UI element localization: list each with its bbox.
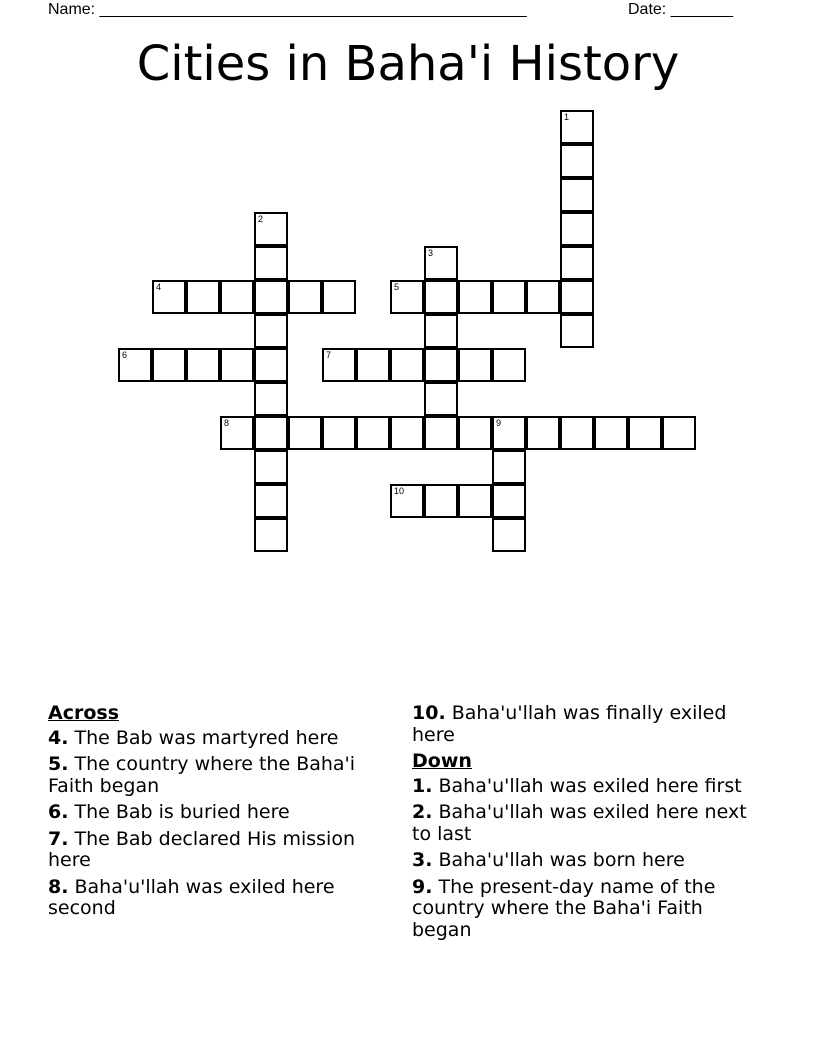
clues-column-right: [412, 703, 752, 946]
crossword-cell[interactable]: [662, 416, 696, 450]
crossword-cell[interactable]: [186, 280, 220, 314]
crossword-cell[interactable]: [424, 416, 458, 450]
crossword-cell[interactable]: [322, 280, 356, 314]
crossword-cell[interactable]: [254, 246, 288, 280]
clue-text: The Bab is buried here: [74, 801, 290, 823]
clue-across-8: [48, 877, 388, 920]
crossword-cell[interactable]: [492, 484, 526, 518]
crossword-cell[interactable]: [560, 178, 594, 212]
clue-text: The present-day name of the country where the Baha'i Faith began: [412, 875, 716, 941]
down-heading: Down: [412, 750, 472, 772]
clue-across-5: [48, 754, 388, 797]
crossword-cell[interactable]: [628, 416, 662, 450]
clue-down-3: [412, 850, 752, 872]
crossword-cell[interactable]: [526, 416, 560, 450]
crossword-cell[interactable]: [492, 450, 526, 484]
crossword-cell[interactable]: [560, 144, 594, 178]
clue-number: 10.: [412, 702, 446, 724]
clue-number: 1.: [412, 774, 433, 797]
crossword-cell[interactable]: [424, 484, 458, 518]
crossword-cell[interactable]: [424, 314, 458, 348]
crossword-cell[interactable]: [390, 416, 424, 450]
crossword-cell[interactable]: [288, 416, 322, 450]
clue-number: 8.: [48, 875, 69, 898]
crossword-cell[interactable]: [186, 348, 220, 382]
cell-number: 1: [564, 112, 570, 122]
page-title: Cities in Baha'i History: [136, 36, 680, 92]
clue-text: The country where the Baha'i Faith began: [48, 753, 356, 797]
clue-text: The Bab declared His mission here: [48, 827, 355, 871]
crossword-cell[interactable]: [424, 382, 458, 416]
cell-number: 9: [496, 418, 502, 428]
clue-across-4: [48, 728, 388, 750]
crossword-cell[interactable]: [254, 348, 288, 382]
crossword-cell[interactable]: [560, 416, 594, 450]
crossword-cell[interactable]: [118, 348, 152, 382]
clue-number: 6.: [48, 801, 69, 823]
crossword-cell[interactable]: [424, 246, 458, 280]
clue-text: Baha'u'llah was born here: [438, 849, 685, 871]
clue-across-6: [48, 802, 388, 824]
cell-number: 5: [394, 282, 400, 292]
crossword-cell[interactable]: [560, 314, 594, 348]
crossword-cell[interactable]: [254, 212, 288, 246]
cell-number: 4: [156, 282, 162, 292]
crossword-cell[interactable]: [492, 518, 526, 552]
crossword-cell[interactable]: [458, 280, 492, 314]
crossword-cell[interactable]: [254, 382, 288, 416]
crossword-cell[interactable]: [492, 348, 526, 382]
crossword-cell[interactable]: [458, 484, 492, 518]
clue-across-7: [48, 829, 388, 872]
crossword-cell[interactable]: [152, 348, 186, 382]
clue-number: 5.: [48, 753, 69, 775]
clue-text: The Bab was martyred here: [74, 726, 339, 749]
clue-number: 3.: [412, 849, 433, 871]
crossword-cell[interactable]: [356, 416, 390, 450]
clue-number: 9.: [412, 875, 433, 898]
crossword-cell[interactable]: [492, 416, 526, 450]
crossword-cell[interactable]: [254, 280, 288, 314]
cell-number: 7: [326, 350, 332, 360]
crossword-cell[interactable]: [526, 280, 560, 314]
name-field-label: Name: ________________________________________________: [48, 1, 527, 18]
clue-number: 2.: [412, 801, 433, 823]
cell-number: 2: [258, 214, 264, 224]
crossword-cell[interactable]: [254, 450, 288, 484]
clue-down-9: [412, 877, 752, 942]
crossword-cell[interactable]: [390, 484, 424, 518]
cell-number: 6: [122, 350, 128, 360]
crossword-cell[interactable]: [424, 280, 458, 314]
crossword-cell[interactable]: [560, 280, 594, 314]
crossword-cell[interactable]: [254, 416, 288, 450]
crossword-cell[interactable]: [220, 280, 254, 314]
clue-down-1: [412, 776, 752, 798]
clue-number: 4.: [48, 726, 69, 749]
crossword-cell[interactable]: [254, 314, 288, 348]
crossword-cell[interactable]: [560, 110, 594, 144]
cell-number: 10: [394, 486, 405, 496]
crossword-cell[interactable]: [220, 348, 254, 382]
cell-number: 3: [428, 248, 434, 258]
crossword-cell[interactable]: [356, 348, 390, 382]
crossword-cell[interactable]: [424, 348, 458, 382]
crossword-cell[interactable]: [254, 518, 288, 552]
clue-down-2: [412, 802, 752, 845]
clue-text: Baha'u'llah was exiled here first: [438, 774, 742, 797]
crossword-cell[interactable]: [254, 484, 288, 518]
crossword-cell[interactable]: [322, 348, 356, 382]
crossword-cell[interactable]: [492, 280, 526, 314]
crossword-cell[interactable]: [560, 212, 594, 246]
across-heading: Across: [48, 702, 120, 724]
crossword-cell[interactable]: [152, 280, 186, 314]
crossword-cell[interactable]: [288, 280, 322, 314]
clue-number: 7.: [48, 827, 69, 850]
crossword-cell[interactable]: [322, 416, 356, 450]
clue-text: Baha'u'llah was exiled here next to last: [412, 801, 747, 845]
crossword-cell[interactable]: [560, 246, 594, 280]
clue-text: Baha'u'llah was finally exiled here: [412, 702, 727, 746]
crossword-cell[interactable]: [458, 348, 492, 382]
date-field-label: Date: _______: [628, 1, 733, 18]
clues-column-left: [48, 703, 388, 925]
crossword-cell[interactable]: [390, 348, 424, 382]
crossword-cell[interactable]: [594, 416, 628, 450]
crossword-cell[interactable]: [390, 280, 424, 314]
clue-across-10: [412, 703, 752, 746]
clue-text: Baha'u'llah was exiled here second: [48, 875, 335, 919]
crossword-cell[interactable]: [458, 416, 492, 450]
crossword-cell[interactable]: [220, 416, 254, 450]
cell-number: 8: [224, 418, 230, 428]
